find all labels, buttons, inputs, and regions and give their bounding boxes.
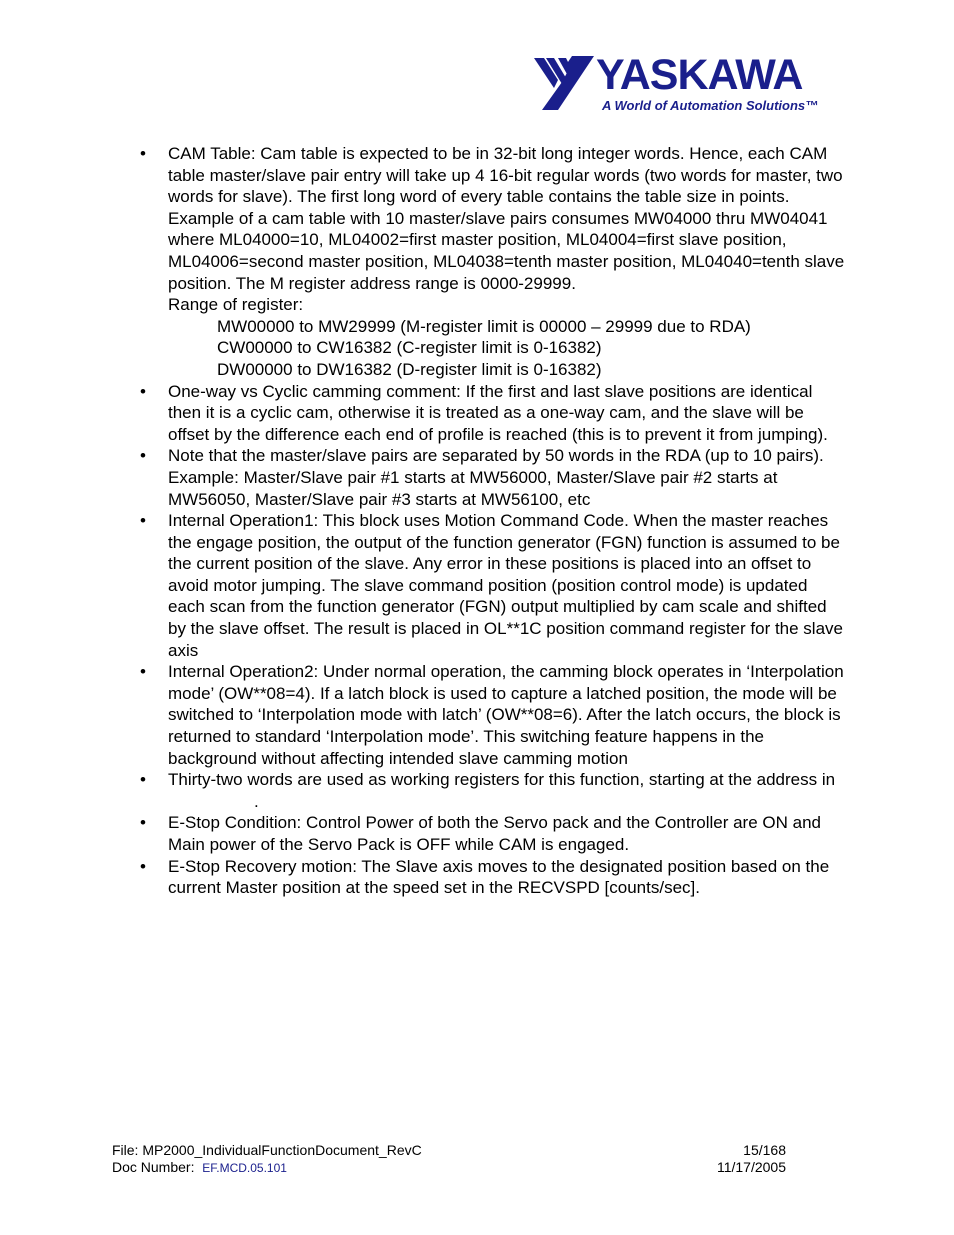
- bullet-marker: •: [140, 662, 146, 682]
- yaskawa-logo: [532, 52, 832, 118]
- page-footer: [112, 1142, 786, 1177]
- bullet-text: Internal Operation2: Under normal operation, the camming block operates in ‘Interpolation mode’ (OW**08=4). If a latch block is used to capture a latched position, the mode will be switched to ‘Interpolation mode with latch’ (OW**08=6). After the latch occurs, the block is returned to standard ‘Interpolation mode’. This switching feature happens in the background without affecting intended slave camming motion: [168, 662, 844, 768]
- bullet-text-part: Thirty-two words are used as working registers for this function, starting at the address in: [168, 770, 836, 790]
- bullet-marker: •: [140, 144, 146, 163]
- list-item: [140, 856, 846, 899]
- bullet-text: One-way vs Cyclic camming comment: If the first and last slave positions are identical then it is a cyclic cam, otherwise it is treated as a one-way cam, and the slave will be offset by the difference each end of profile is reached (this is to prevent it from jumping).: [168, 381, 828, 444]
- yaskawa-logo-mark-icon: [532, 52, 596, 112]
- logo-wordmark: YASKAWA: [596, 51, 803, 99]
- bullet-marker: •: [140, 511, 146, 531]
- range-line: MW00000 to MW29999 (M-register limit is 00000 – 29999 due to RDA): [217, 316, 751, 336]
- footer-file: File: MP2000_IndividualFunctionDocument_RevC: [112, 1142, 422, 1158]
- bullet-list: [140, 143, 846, 899]
- bullet-marker: •: [140, 446, 146, 466]
- list-item: [140, 769, 846, 812]
- bullet-text: Internal Operation1: This block uses Motion Command Code. When the master reaches the engage position, the output of the function generator (FGN) function is assumed to be the current position of the slave. Any error in these positions is placed into an offset to avoid motor jumping. The slave command position (position control mode) is updated each scan from the function generator (FGN) output multiplied by cam scale and shifted by the slave offset. The result is placed in OL**1C position command register for the slave axis: [168, 511, 843, 660]
- bullet-marker: •: [140, 381, 146, 401]
- footer-doc-label: Doc Number:: [112, 1159, 195, 1175]
- list-item: [140, 510, 846, 661]
- footer-page-number: 15/168: [743, 1142, 786, 1158]
- main-content: [140, 143, 846, 899]
- footer-doc-number: EF.MCD.05.101: [202, 1161, 287, 1175]
- bullet-text-part: .: [254, 791, 259, 811]
- bullet-marker: •: [140, 856, 146, 876]
- bullet-text: CAM Table: Cam table is expected to be in 32-bit long integer words. Hence, each CAM table master/slave pair entry will take up 4 16-bit regular words (two words for master, two words for slave). The first long word of every table contains the table size in points. Example of a cam table with 10 master/slave pairs consumes MW04000 thru MW04041 where ML04000=10, ML04002=first master position, ML04004=first slave position, ML04006=second master position, ML04038=tenth master position, ML04040=tenth slave position. The M register address range is 0000-29999.: [168, 144, 845, 293]
- bullet-text: [168, 769, 846, 812]
- bullet-marker: •: [140, 770, 146, 790]
- range-line: DW00000 to DW16382 (D-register limit is 0-16382): [217, 359, 602, 379]
- bullet-text: E-Stop Condition: Control Power of both the Servo pack and the Controller are ON and Main power of the Servo Pack is OFF while CAM is engaged.: [168, 813, 821, 854]
- bullet-marker: •: [140, 813, 146, 833]
- logo-tagline: A World of Automation Solutions™: [602, 98, 819, 113]
- range-line: CW00000 to CW16382 (C-register limit is 0-16382): [217, 338, 602, 358]
- bullet-text: E-Stop Recovery motion: The Slave axis moves to the designated position based on the current Master position at the speed set in the RECVSPD [counts/sec].: [168, 856, 830, 898]
- range-label: Range of register:: [168, 295, 304, 315]
- list-item: [140, 381, 846, 446]
- list-item: [140, 143, 846, 381]
- list-item: [140, 445, 846, 510]
- list-item: [140, 661, 846, 769]
- list-item: [140, 812, 846, 855]
- footer-date: 11/17/2005: [716, 1159, 786, 1175]
- bullet-text: Note that the master/slave pairs are separated by 50 words in the RDA (up to 10 pairs). Example: Master/Slave pair #1 starts at MW56000, Master/Slave pair #2 starts at MW56050, Master/Slave pair #3 starts at MW56100, etc: [168, 446, 824, 509]
